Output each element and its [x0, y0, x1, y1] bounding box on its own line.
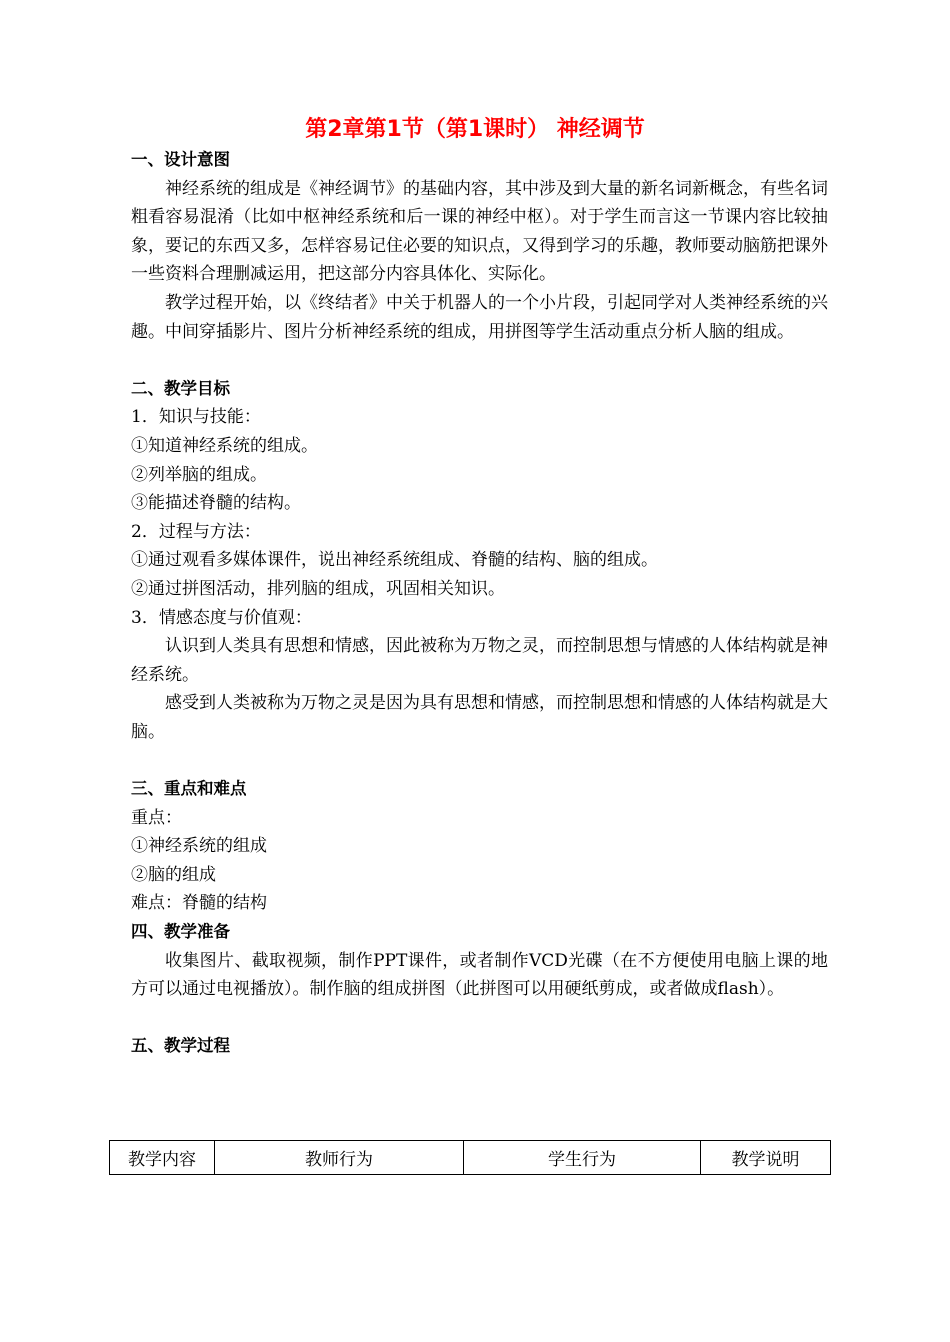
paragraph: 收集图片、截取视频，制作PPT课件，或者制作VCD光碟（在不方便使用电脑上课的地方可以通过电视播放）。制作脑的组成拼图（此拼图可以用硬纸剪成，或者做成flash）。 — [131, 950, 828, 1000]
objective-item: ②通过拼图活动，排列脑的组成，巩固相关知识。 — [131, 578, 505, 599]
objective-group-title: 2．过程与方法： — [131, 521, 261, 542]
objective-item: ①知道神经系统的组成。 — [131, 435, 318, 456]
table-header-cell: 教学内容 — [110, 1141, 215, 1175]
spacer — [131, 1004, 828, 1033]
key-item: ①神经系统的组成 — [131, 836, 267, 857]
paragraph: 神经系统的组成是《神经调节》的基础内容，其中涉及到大量的新名词新概念，有些名词粗看容易混淆（比如中枢神经系统和后一课的神经中枢）。对于学生而言这一节课内容比较抽象，要记的东西又多，怎样容易记住必要的知识点，又得到学习的乐趣，教师要动脑筋把课外一些资料合理删减运用，把这部分内容具体化、实际化。 — [131, 178, 828, 285]
paragraph: 感受到人类被称为万物之灵是因为具有思想和情感，而控制思想和情感的人体结构就是大脑。 — [131, 693, 828, 742]
document-body — [131, 146, 828, 1061]
paragraph: 教学过程开始，以《终结者》中关于机器人的一个小片段，引起同学对人类神经系统的兴趣。中间穿插影片、图片分析神经系统的组成，用拼图等学生活动重点分析人脑的组成。 — [131, 292, 828, 342]
key-item: ②脑的组成 — [131, 864, 216, 885]
document-title: 第2章第1节（第1课时） 神经调节 — [305, 117, 645, 142]
paragraph: 认识到人类具有思想和情感，因此被称为万物之灵，而控制思想与情感的人体结构就是神经系统。 — [131, 636, 828, 685]
objective-item: ③能描述脊髓的结构。 — [131, 493, 301, 514]
objective-item: ②列举脑的组成。 — [131, 464, 267, 485]
section-heading-preparation: 四、教学准备 — [131, 922, 230, 942]
section-heading-objectives: 二、教学目标 — [131, 378, 230, 398]
spacer — [131, 746, 828, 775]
table-header-cell: 教师行为 — [215, 1141, 464, 1175]
table-header-cell: 教学说明 — [701, 1141, 831, 1175]
objective-group-title: 3．情感态度与价值观： — [131, 607, 312, 628]
section-heading-design-intent: 一、设计意图 — [131, 150, 230, 169]
table-header-cell: 学生行为 — [464, 1141, 701, 1175]
table-header-row — [110, 1141, 831, 1175]
section-heading-key-points: 三、重点和难点 — [131, 779, 247, 799]
teaching-process-table — [109, 1140, 831, 1175]
objective-item: ①通过观看多媒体课件，说出神经系统组成、脊髓的结构、脑的组成。 — [131, 550, 658, 571]
section-heading-process: 五、教学过程 — [131, 1036, 230, 1056]
difficulty-item: 难点：脊髓的结构 — [131, 893, 267, 914]
objective-group-title: 1．知识与技能： — [131, 407, 261, 428]
key-label: 重点： — [131, 807, 182, 828]
spacer — [131, 346, 828, 375]
